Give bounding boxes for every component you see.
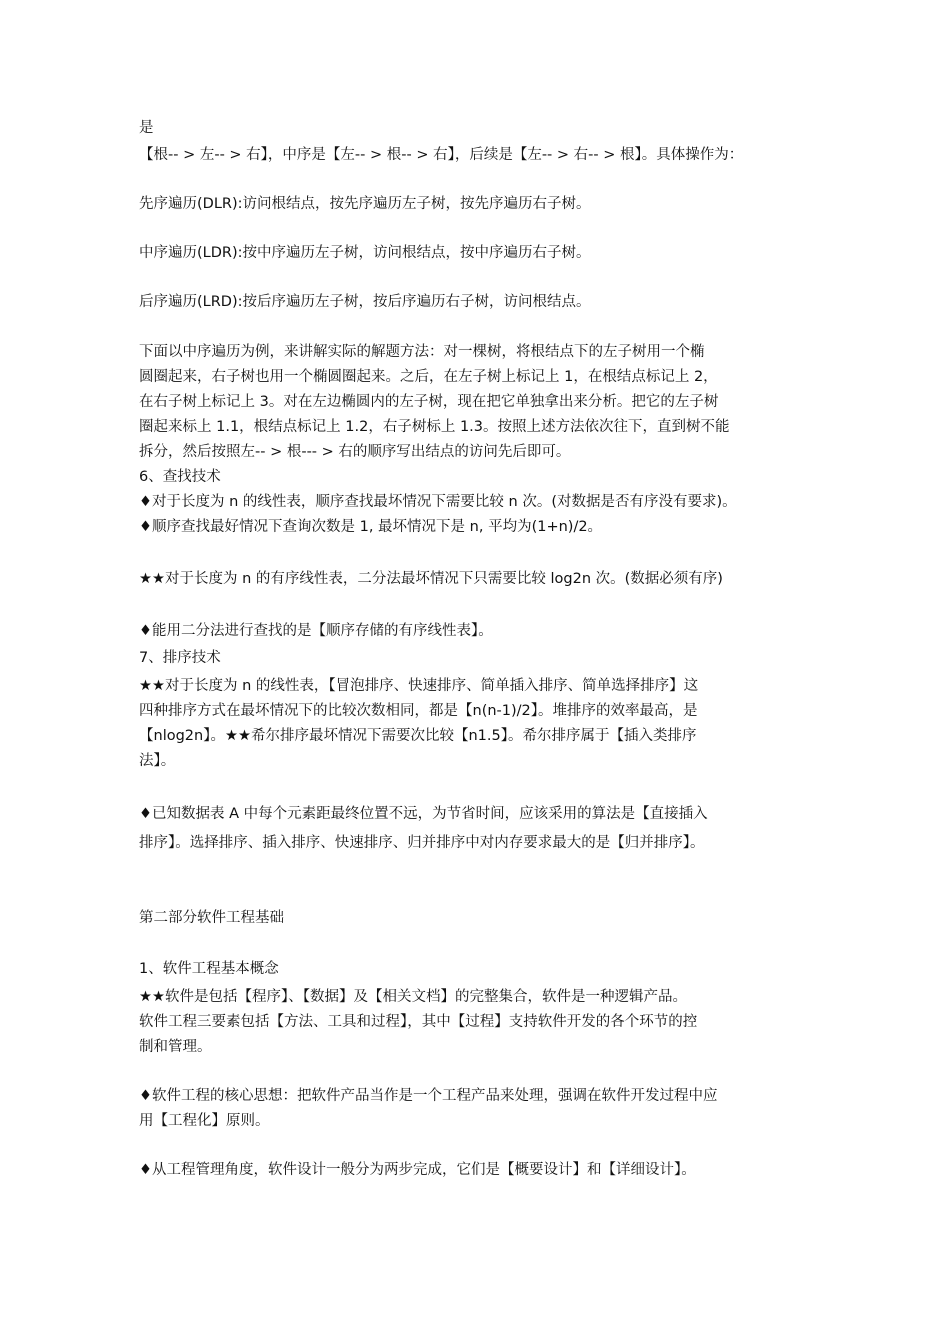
text-line: 是	[139, 120, 154, 136]
text-line: 用【工程化】原则。	[139, 1113, 270, 1129]
text-line: 后序遍历(LRD):按后序遍历左子树，按后序遍历右子树，访问根结点。	[139, 294, 591, 310]
text-line: ♦顺序查找最好情况下查询次数是 1, 最坏情况下是 n, 平均为(1+n)/2。	[139, 519, 603, 535]
text-line: 排序】。选择排序、插入排序、快速排序、归并排序中对内存要求最大的是【归并排序】。	[139, 835, 705, 851]
text-line: 拆分，然后按照左-- > 根--- > 右的顺序写出结点的访问先后即可。	[139, 444, 571, 460]
section-heading: 7、排序技术	[139, 650, 221, 666]
text-line: 制和管理。	[139, 1039, 212, 1055]
text-line: 软件工程三要素包括【方法、工具和过程】，其中【过程】支持软件开发的各个环节的控	[139, 1014, 698, 1030]
part-heading: 第二部分软件工程基础	[139, 910, 284, 926]
text-line: ♦对于长度为 n 的线性表，顺序查找最坏情况下需要比较 n 次。(对数据是否有序没有要求)。	[139, 494, 737, 510]
text-line: ★★软件是包括【程序】、【数据】及【相关文档】的完整集合，软件是一种逻辑产品。	[139, 989, 687, 1005]
section-heading: 6、查找技术	[139, 469, 221, 485]
section-heading: 1、软件工程基本概念	[139, 961, 279, 977]
text-line: 【nlog2n】。★★希尔排序最坏情况下需要次比较【n1.5】。希尔排序属于【插入类排序	[139, 728, 697, 744]
text-line: 圈起来标上 1.1，根结点标记上 1.2，右子树标上 1.3。按照上述方法依次往下，直到树不能	[139, 419, 730, 435]
text-line: 在右子树上标记上 3。对在左边椭圆内的左子树，现在把它单独拿出来分析。把它的左子树	[139, 394, 719, 410]
text-line: 中序遍历(LDR):按中序遍历左子树，访问根结点，按中序遍历右子树。	[139, 245, 591, 261]
text-line: 圆圈起来，右子树也用一个椭圆圈起来。之后，在左子树上标记上 1，在根结点标记上 2，	[139, 369, 718, 385]
text-line: ★★对于长度为 n 的线性表，【冒泡排序、快速排序、简单插入排序、简单选择排序】这	[139, 678, 699, 694]
text-line: 四种排序方式在最坏情况下的比较次数相同，都是【n(n-1)/2】。堆排序的效率最高，是	[139, 703, 698, 719]
text-line: 先序遍历(DLR):访问根结点，按先序遍历左子树，按先序遍历右子树。	[139, 196, 591, 212]
text-line: ♦能用二分法进行查找的是【顺序存储的有序线性表】。	[139, 623, 493, 639]
text-line: ♦软件工程的核心思想：把软件产品当作是一个工程产品来处理，强调在软件开发过程中应	[139, 1088, 718, 1104]
text-line: 法】。	[139, 753, 176, 769]
text-line: ★★对于长度为 n 的有序线性表，二分法最坏情况下只需要比较 log2n 次。(数据必须有序)	[139, 571, 723, 587]
text-line: 下面以中序遍历为例，来讲解实际的解题方法：对一棵树，将根结点下的左子树用一个椭	[139, 344, 705, 360]
text-line: ♦已知数据表 A 中每个元素距最终位置不远，为节省时间，应该采用的算法是【直接插入	[139, 806, 708, 822]
text-line: ♦从工程管理角度，软件设计一般分为两步完成，它们是【概要设计】和【详细设计】。	[139, 1162, 696, 1178]
text-line: 【根-- > 左-- > 右】，中序是【左-- > 根-- > 右】，后续是【左-- > 右-- > 根】。具体操作为：	[139, 147, 744, 163]
